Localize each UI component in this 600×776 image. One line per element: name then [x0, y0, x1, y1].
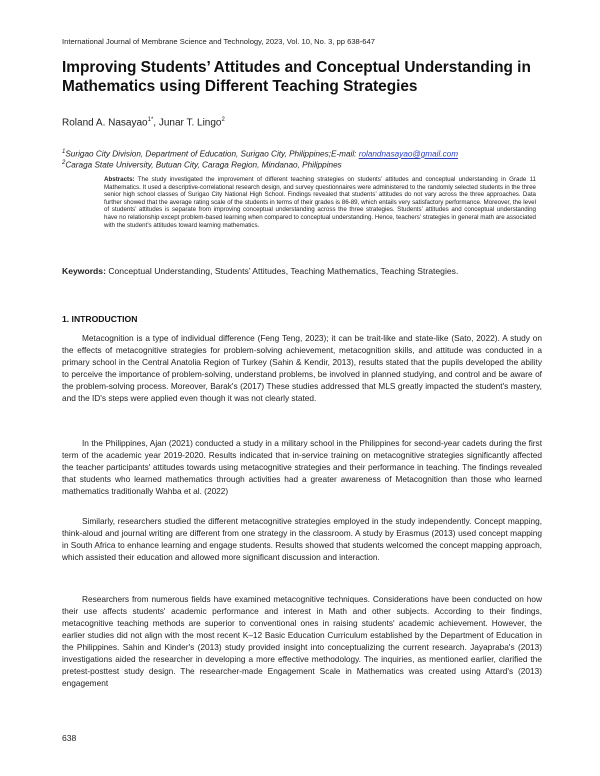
body-paragraph: In the Philippines, Ajan (2021) conducted a study in a military school in the Philippines for second-year cadets during the first term of the academic year 2019-2020. Results indicated that in-service training on metacognitive strategies significantly affected the teacher participants' attitudes towards using metacognitive strategies and their performance in teaching. The findings revealed that students who learned mathematics through activities had a greater awareness of Metacognition than those who learned mathematics traditionally Wahba et al. (2022) — [62, 438, 542, 496]
abstract — [104, 176, 536, 229]
body-paragraph: Metacognition is a type of individual difference (Feng Teng, 2023); it can be trait-like and state-like (Sato, 2022). A study on the effects of metacognitive strategies for problem-solving achievement, metacognition skills, and attitude was conducted in a primary school in the Central Anatolia Region of Turkey (Sahin & Kendir, 2013), results stated that the pupils developed the ability to perceive the importance of problem-solving, understand problems, be involved in planned studying, and control and be aware of the problem-solving process. Moreover, Barak's (2017) These studies addressed that MLS greatly impacted the student's mastery, and the ID's steps were applied even though it was not clearly stated. — [62, 333, 542, 403]
author-affiliation-marker: 2 — [221, 117, 225, 123]
body-paragraph: Researchers from numerous fields have examined metacognitive techniques. Considerations have been conducted on how their use affects students' academic performance and interest in Math and other subjects. According to their findings, metacognitive teaching methods are superior to conventional ones in raising students' academic achievement. However, the earlier studies did not align with the most recent K–12 Basic Education Curriculum established by the Department of Education in the Philippines. Sahin and Kinder's (2013) study provided insight into conceptualizing the current research. Jayapraba's (2013) investigations aided the researcher in developing a more effective methodology. The inquiries, as mentioned earlier, clarified the pretest-posttest study design. The researcher-made Engagement Scale in Mathematics was created using Attard's (2013) engagement — [62, 594, 542, 688]
affiliation-2 — [62, 158, 342, 171]
author-name: Roland A. Nasayao — [62, 117, 148, 129]
abstract-label: Abstracts: — [104, 176, 135, 183]
abstract-text: The study investigated the improvement of different teaching strategies on students’ attitudes and conceptual understanding in Grade 11 Mathematics. It used a descriptive-correlational research design, and survey questionnaires were administered to the randomly selected students in the three senior high school classes of Surigao City National High School. Findings revealed that students’ attitudes do not vary across the three approaches. Data further showed that the average rating scale of the students in terms of their grades is 86-89, which entails very satisfactory performance. Moreover, the level of students’ attitudes is separate from improving conceptual understanding across the three strategies. Students’ attitudes and conceptual understanding have no relationship except problem-based learning when compared to conceptual understanding. Hence, teachers’ strategies in general math are associated with the student's attitudes toward learning mathematics. — [104, 176, 536, 229]
affiliation-text: Caraga State University, Butuan City, Caraga Region, Mindanao, Philippines — [65, 160, 342, 170]
author-name: Junar T. Lingo — [158, 117, 222, 129]
page-number: 638 — [62, 733, 77, 743]
keywords — [62, 266, 542, 276]
author-separator: , — [153, 117, 159, 129]
affiliation-marker: 1 — [62, 149, 66, 155]
author-affiliation-marker: 1* — [147, 117, 154, 123]
email-link[interactable]: rolandnasayao@gmail.com — [358, 149, 459, 159]
author-list — [62, 117, 225, 128]
affiliation-marker: 2 — [62, 160, 66, 166]
article-title: Improving Students’ Attitudes and Conceptual Understanding in Mathematics using Different Teaching Strategies — [62, 59, 531, 95]
body-paragraph: Similarly, researchers studied the different metacognitive strategies employed in the study independently. Concept mapping, think-aloud and journal writing are different from one strategy in the classroom. A study by Erasmus (2013) used concept mapping in South Africa to enhance learning and engage students. Results showed that students welcomed the concept mapping approach, which assisted their education and allowed more significant discussion and interaction. — [62, 516, 542, 562]
keywords-label: Keywords: — [62, 266, 106, 276]
affiliation-text: Surigao City Division, Department of Education, Surigao City, Philippines;E-mail: — [65, 149, 359, 159]
section-heading: 1. INTRODUCTION — [62, 314, 138, 324]
keywords-text: Conceptual Understanding, Students’ Attitudes, Teaching Mathematics, Teaching Strategies. — [105, 266, 459, 276]
running-header: International Journal of Membrane Science and Technology, 2023, Vol. 10, No. 3, pp 638-647 — [62, 37, 375, 46]
